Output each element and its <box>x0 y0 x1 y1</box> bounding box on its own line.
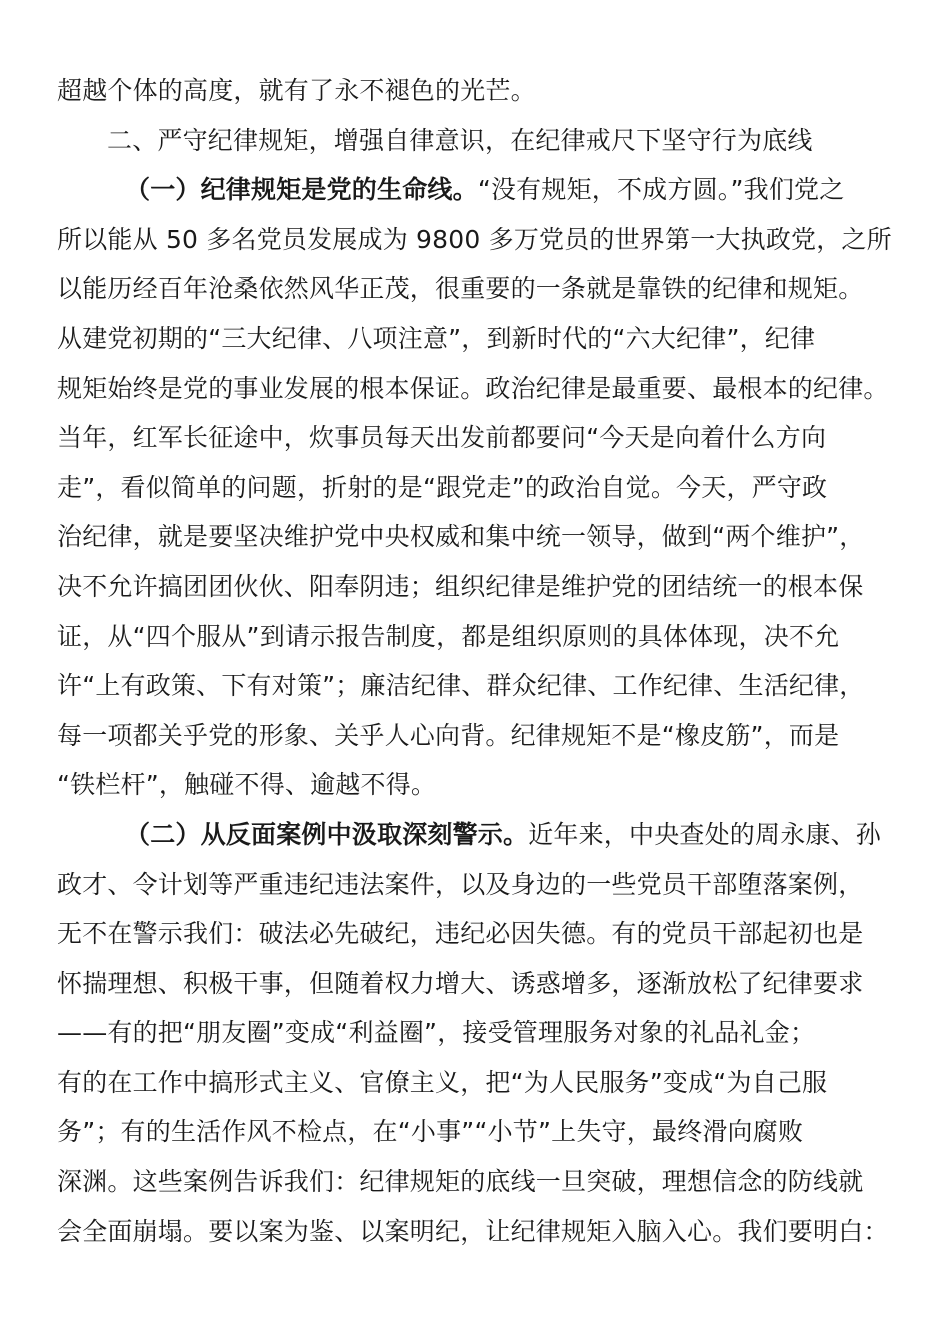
paragraph-line: 会全面崩塌。要以案为鉴、以案明纪，让纪律规矩入脑入心。我们要明白： <box>57 1216 889 1246</box>
document-page <box>57 66 897 1256</box>
paragraph-text: 近年来，中央查处的周永康、孙 <box>528 819 882 849</box>
paragraph-text: “没有规矩，不成方圆。”我们党之 <box>477 175 845 205</box>
paragraph-line: 治纪律，就是要坚决维护党中央权威和集中统一领导，做到“两个维护”， <box>57 522 865 552</box>
paragraph-line: 当年，红军长征途中，炊事员每天出发前都要问“今天是向着什么方向 <box>57 423 827 453</box>
paragraph-line: 许“上有政策、下有对策”；廉洁纪律、群众纪律、工作纪律、生活纪律， <box>57 671 865 701</box>
paragraph-line: 走”，看似简单的问题，折射的是“跟党走”的政治自觉。今天，严守政 <box>57 472 828 502</box>
subsection-heading: （二）从反面案例中汲取深刻警示。 <box>125 819 529 849</box>
paragraph-line: 从建党初期的“三大纪律、八项注意”，到新时代的“六大纪律”，纪律 <box>57 323 816 353</box>
paragraph-line: 无不在警示我们：破法必先破纪，违纪必因失德。有的党员干部起初也是 <box>57 919 864 949</box>
paragraph-line: ——有的把“朋友圈”变成“利益圈”，接受管理服务对象的礼品礼金； <box>57 1018 816 1048</box>
paragraph-line: “铁栏杆”，触碰不得、逾越不得。 <box>57 770 437 800</box>
paragraph-line: 超越个体的高度，就有了永不褪色的光芒。 <box>57 76 536 105</box>
paragraph-first-line <box>57 165 897 215</box>
paragraph-line: 深渊。这些案例告诉我们：纪律规矩的底线一旦突破，理想信念的防线就 <box>57 1167 864 1197</box>
paragraph-line: 务”；有的生活作风不检点，在“小事”“小节”上失守，最终滑向腐败 <box>57 1117 804 1147</box>
paragraph-line: 有的在工作中搞形式主义、官僚主义，把“为人民服务”变成“为自己服 <box>57 1067 828 1097</box>
paragraph-line: 决不允许搞团团伙伙、阳奉阴违；组织纪律是维护党的团结统一的根本保 <box>57 571 864 601</box>
paragraph-line: 规矩始终是党的事业发展的根本保证。政治纪律是最重要、最根本的纪律。 <box>57 373 889 403</box>
paragraph-line: 政才、令计划等严重违纪违法案件，以及身边的一些党员干部堕落案例， <box>57 869 864 899</box>
paragraph-line: 每一项都关乎党的形象、关乎人心向背。纪律规矩不是“橡皮筋”，而是 <box>57 720 840 750</box>
paragraph-line: 所以能从 50 多名党员发展成为 9800 多万党员的世界第一大执政党，之所 <box>57 224 892 254</box>
paragraph-line: 证，从“四个服从”到请示报告制度，都是组织原则的具体体现，决不允 <box>57 621 840 651</box>
section-heading: 二、严守纪律规矩，增强自律意识，在纪律戒尺下坚守行为底线 <box>107 125 813 155</box>
subsection-heading: （一）纪律规矩是党的生命线。 <box>125 175 478 205</box>
paragraph-line: 怀揣理想、积极干事，但随着权力增大、诱惑增多，逐渐放松了纪律要求 <box>57 968 864 998</box>
paragraph-first-line <box>57 810 897 860</box>
paragraph-line: 以能历经百年沧桑依然风华正茂，很重要的一条就是靠铁的纪律和规矩。 <box>57 274 864 304</box>
